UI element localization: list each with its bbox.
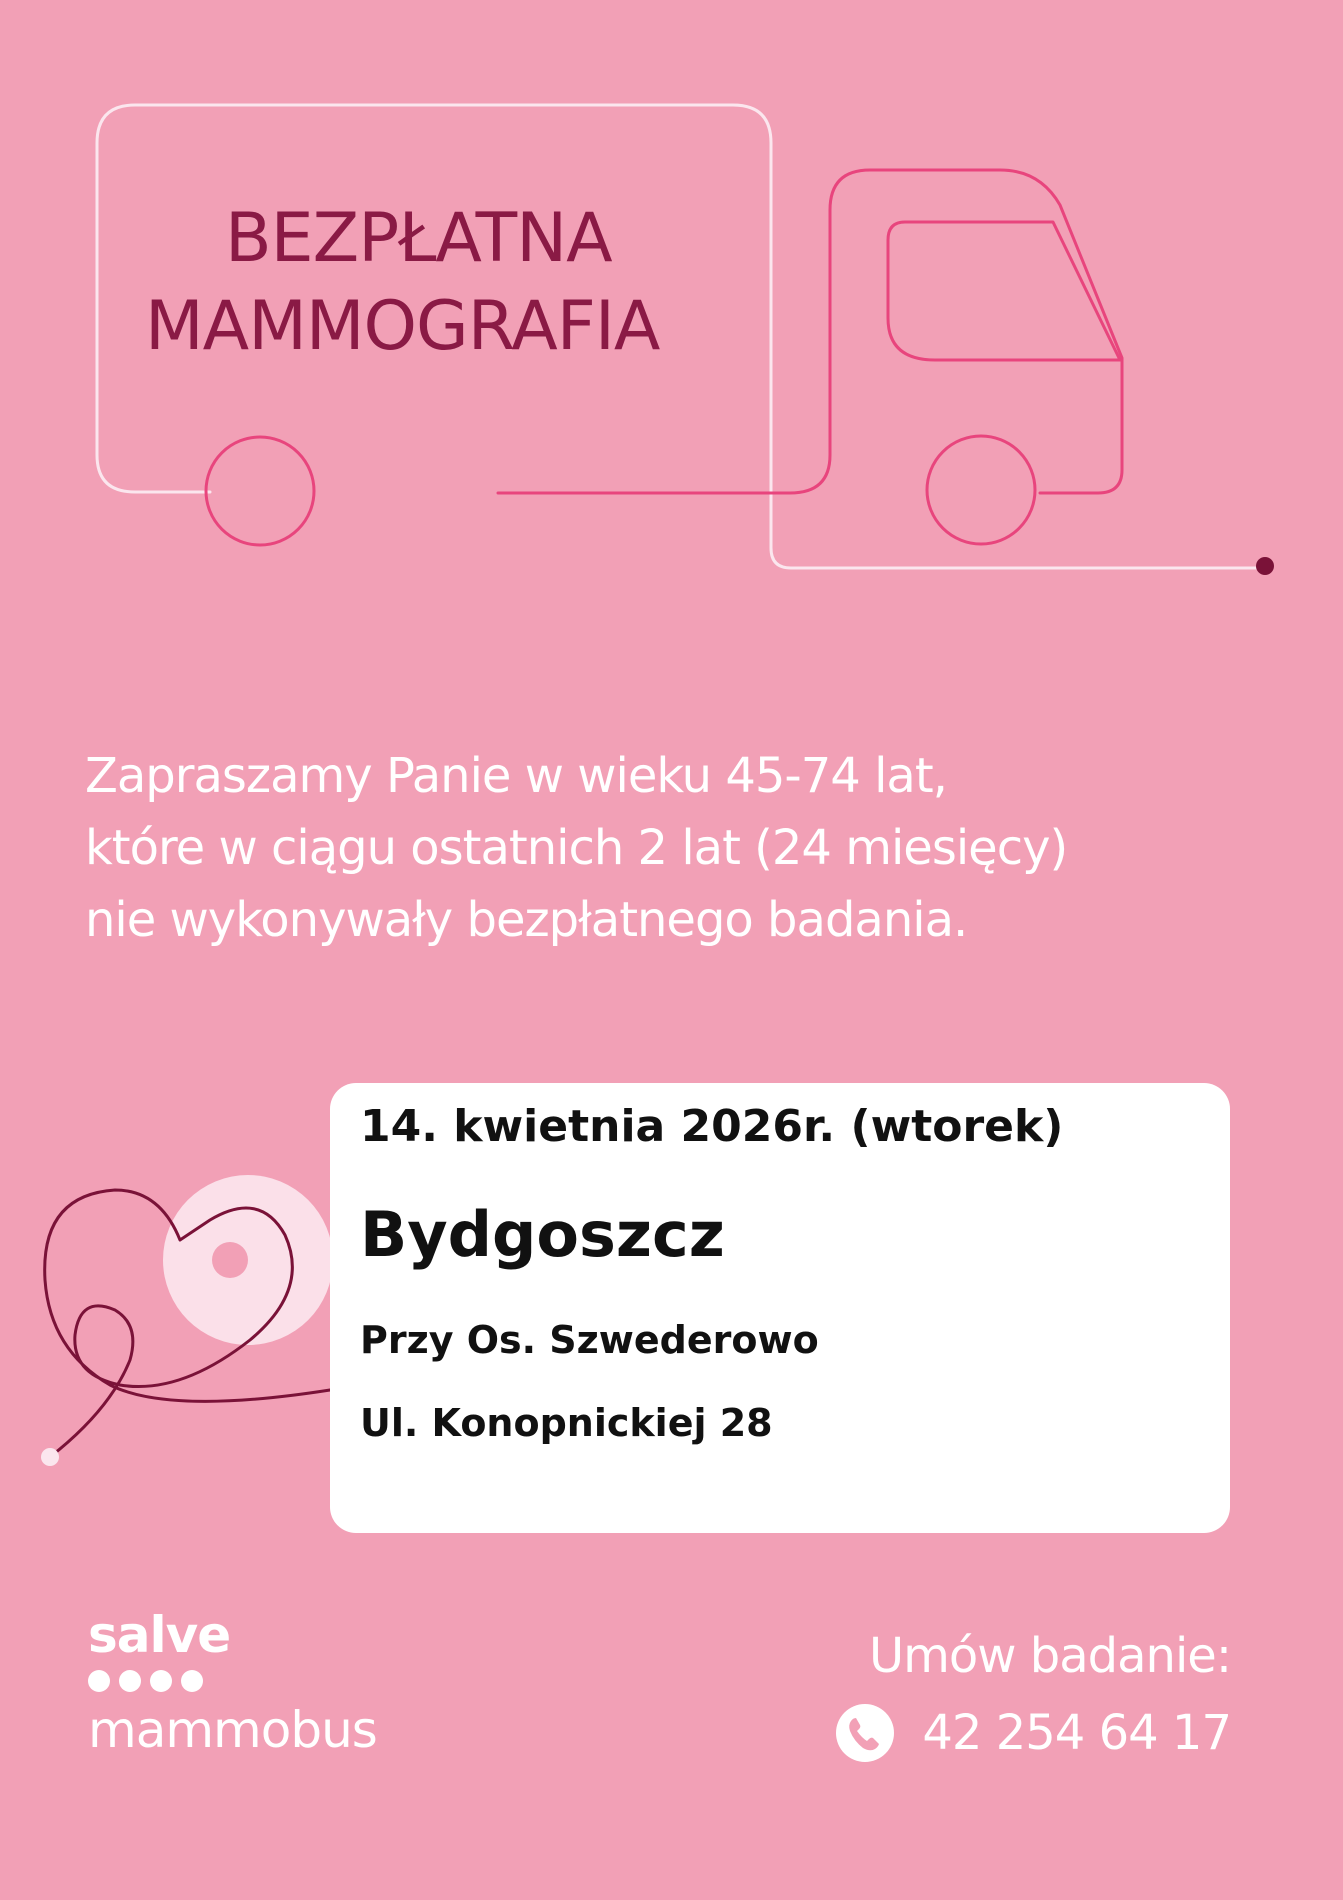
cta-label: Umów badanie: bbox=[869, 1628, 1231, 1684]
logo-dot bbox=[88, 1670, 110, 1692]
event-address: Ul. Konopnickiej 28 bbox=[360, 1401, 773, 1445]
headline bbox=[145, 195, 659, 371]
cta-phone[interactable] bbox=[836, 1704, 1231, 1762]
headline-line-1: BEZPŁATNA bbox=[225, 199, 612, 278]
event-location-line-1: Przy Os. Szwederowo bbox=[360, 1318, 819, 1362]
logo-dot bbox=[150, 1670, 172, 1692]
logo-dots bbox=[88, 1670, 377, 1696]
event-info-card bbox=[330, 1083, 1230, 1533]
intro-text bbox=[85, 740, 1285, 956]
phone-number[interactable]: 42 254 64 17 bbox=[922, 1705, 1231, 1761]
event-date: 14. kwietnia 2026r. (wtorek) bbox=[360, 1101, 1064, 1152]
logo-text-top: salve bbox=[88, 1606, 231, 1664]
salve-mammobus-logo bbox=[88, 1608, 377, 1760]
logo-dot bbox=[119, 1670, 141, 1692]
logo-text-bottom: mammobus bbox=[88, 1701, 377, 1759]
intro-line-3: nie wykonywały bezpłatnego badania. bbox=[85, 892, 968, 948]
event-city: Bydgoszcz bbox=[360, 1198, 725, 1271]
phone-icon bbox=[836, 1704, 894, 1762]
logo-dot bbox=[181, 1670, 203, 1692]
intro-line-2: które w ciągu ostatnich 2 lat (24 miesięcy) bbox=[85, 820, 1068, 876]
headline-line-2: MAMMOGRAFIA bbox=[145, 287, 660, 366]
intro-line-1: Zapraszamy Panie w wieku 45-74 lat, bbox=[85, 748, 947, 804]
heart-line-icon bbox=[20, 1160, 350, 1480]
